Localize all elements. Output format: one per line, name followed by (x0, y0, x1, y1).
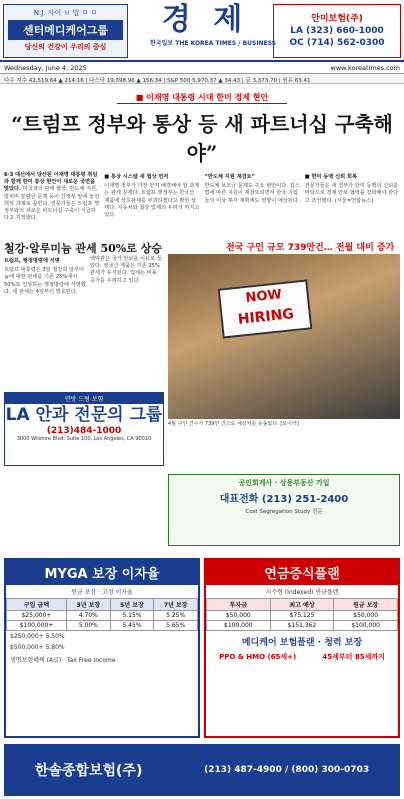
footer-phone: (213) 487-4900 / (800) 300-0703 (204, 765, 370, 775)
table-header: 5년 보장 (110, 599, 154, 611)
annuity-sub: 지수형 (Indexed) 연금플랜 (265, 589, 339, 596)
ad-phone: (213)484-1000 (46, 426, 122, 436)
lead-body (0, 166, 404, 222)
annuity-ad[interactable] (204, 558, 400, 738)
column-subhead: 트럼프, 행정명령에 서명 (4, 258, 60, 264)
table-cell: $100,000 (334, 621, 398, 631)
lead-column (205, 172, 300, 222)
masthead (0, 0, 404, 62)
life-note: 생명보험혜택 (A급) · Tax Free Income (10, 657, 116, 664)
medicare-point: 45세부터 85세까지 (322, 653, 385, 661)
medicare-points (206, 652, 398, 662)
sign-now: NOW (244, 287, 283, 306)
ad-address: 3000 Wilshire Blvd. Suite 100, Los Angeles, CA 90010 (16, 436, 152, 442)
footer-company: 한솔종합보험(주) (34, 763, 143, 779)
ad-note: Cost Segregation Study 전문 (245, 509, 323, 515)
column-text: 백악관은 국가 안보를 이유로 들었다. 영국산 제품은 기존 25% 관세가 유지된다. 업계는 비용 증가를 우려하고 있다. (90, 256, 162, 284)
right-ad-phone1: LA (323) 660-1000 (290, 26, 384, 36)
table-cell: $100,000 (207, 621, 271, 631)
lead-column (305, 172, 400, 222)
table-cell: $50,000 (207, 611, 271, 621)
left-ad-tagline: N.J. 사이 ㅂ 법 ㅁ ㅁ (33, 9, 98, 17)
table-cell: $25,000+ (7, 611, 67, 621)
annuity-table (206, 598, 398, 631)
lead-paragraph: 6·3 대선에서 당선된 이재명 대통령 취임과 함께 한미 통상 현안이 새로운 국면을 맞았다. (4, 172, 98, 193)
column-text: 반도체 보조금 문제도 주요 현안이다. 칩스법에 따른 지원이 재검토되면서 한국 기업들의 미국 투자 계획에도 영향이 예상된다. (204, 183, 300, 204)
right-ad[interactable] (273, 4, 401, 58)
table-cell: 5.65% (154, 621, 198, 631)
right-ad-phone2: OC (714) 562-0300 (289, 38, 385, 48)
lead-story (0, 92, 404, 222)
ad-top-line: 연방 드림 보험 (5, 393, 163, 404)
table-row (207, 621, 398, 631)
jobs-headline[interactable]: 전국 구인 규모 739만건… 전월 대비 증가 (226, 243, 395, 253)
table-header: 원금 보장 (334, 599, 398, 611)
myga-sub: 원금 보장 · 고정 이자율 (71, 589, 133, 596)
right-ad-name: 안미보험(주) (311, 14, 363, 24)
annuity-title: 연금증식플랜 (206, 560, 398, 585)
table-cell: 5.25% (154, 611, 198, 621)
ad-name: LA 안과 전문의 그룹 (5, 405, 163, 425)
table-row (7, 611, 198, 621)
myga-note: $250,000+ 5.50% (10, 633, 65, 640)
logo-text: 경 제 (161, 2, 249, 37)
column-text: 미국과의 관세 협상, 반도체 지원, 방위비 분담금 문제 등이 신정부 앞에 놓인 핵심 과제로 꼽힌다. 전문가들은 트럼프 행정부와의 새로운 파트너십 구축이 시급하다고 지적했다. (4, 186, 100, 222)
section-logo (150, 2, 277, 47)
left-ad-slogan: 당신의 건강이 우리의 중심 (24, 43, 107, 51)
column-text: 트럼프 대통령은 3일 철강과 알루미늄에 대한 관세를 기존 25%에서 50%로 인상하는 행정명령에 서명했다. 새 관세는 4일부터 발효된다. (4, 267, 86, 295)
lead-column (4, 172, 99, 222)
hiring-sign (218, 279, 313, 338)
column-subhead: ■ 통상 시스템 새 협상 먼저 (104, 174, 169, 180)
issue-date: Wednesday, June 4, 2025 (4, 64, 87, 72)
table-header: 구입 금액 (7, 599, 67, 611)
table-header: 7년 보장 (154, 599, 198, 611)
table-cell: 5.15% (110, 611, 154, 621)
ad-title: 공인회계사 · 상용부동산 가입 (238, 479, 330, 487)
table-cell: 5.00% (67, 621, 111, 631)
lead-kicker: ■ 이재명 대통령 시대 한미 경제 현안 (117, 92, 287, 104)
left-ad-name: 센터메디케어그룹 (8, 20, 123, 40)
table-row (207, 611, 398, 621)
lead-headline[interactable]: “트럼프 정부와 통상 등 새 파트너십 구축해야” (11, 112, 393, 165)
table-header: 최고 예상 (270, 599, 334, 611)
column-subhead: “반도체 지원 재검토” (204, 174, 256, 180)
left-ad[interactable] (3, 4, 128, 58)
lead-column (104, 172, 199, 222)
myga-note: $500,000+ 5.80% (10, 644, 65, 651)
table-cell: $100,000+ (7, 621, 67, 631)
medicare-line: 메디케어 보험플랜 · 청력 보장 (241, 638, 363, 648)
photo-caption: 4월 구인 건수가 739만 건으로 예상치를 웃돌았다. [로이터] (168, 421, 299, 427)
myga-title: MYGA 보장 이자율 (6, 560, 198, 585)
paper-name: 한국일보 THE KOREA TIMES / BUSINESS (150, 40, 277, 47)
cpa-ad[interactable] (168, 474, 400, 546)
myga-rate-table (6, 598, 198, 631)
table-cell: $151,362 (270, 621, 334, 631)
table-header: 투자금 (207, 599, 271, 611)
market-ticker: 다우 지수 42,519.64 ▲ 214.16 | 나스닥 19,398.96 ▲ 156.34 | S&P 500 5,970.37 ▲ 34.43 | 금 3,373.70 | 원유 63.41 (0, 74, 404, 84)
now-hiring-photo (168, 254, 400, 419)
tariff-column (4, 256, 86, 296)
table-row (7, 621, 198, 631)
site-url[interactable]: www.koreatimes.com (330, 64, 400, 72)
table-cell: $75,125 (270, 611, 334, 621)
column-text: 전문가들은 새 정부가 한미 동맹의 신뢰를 바탕으로 경제 안보 협력을 강화해야 한다고 조언했다. (서울=연합뉴스) (304, 183, 399, 204)
table-header: 3년 보장 (67, 599, 111, 611)
table-cell: 4.70% (67, 611, 111, 621)
column-text: 이재명 정부가 가장 먼저 해결해야 할 과제는 관세 문제다. 트럼프 행정부는 한국산 제품에 상호관세를 부과하겠다고 밝힌 상태다. 자동차와 철강 업계의 우려가 커지고 있다. (104, 183, 200, 219)
tariff-column (90, 256, 162, 285)
ad-phone: 대표전화 (213) 251-2400 (219, 494, 349, 505)
sign-hiring: HIRING (237, 306, 295, 328)
column-subhead: ■ 한미 동맹 신뢰 회복 (304, 174, 357, 180)
table-cell: $50,000 (334, 611, 398, 621)
table-cell: 5.45% (110, 621, 154, 631)
tariff-headline[interactable]: 철강·알루미늄 관세 50%로 상승 (4, 242, 162, 255)
date-row (0, 62, 404, 74)
myga-ad[interactable] (4, 558, 200, 738)
table-header-row (207, 599, 398, 611)
medicare-point: PPO & HMO (65세+) (219, 653, 297, 661)
insurance-footer-ad[interactable] (4, 744, 400, 796)
eye-clinic-ad[interactable] (4, 392, 164, 466)
table-header-row (7, 599, 198, 611)
